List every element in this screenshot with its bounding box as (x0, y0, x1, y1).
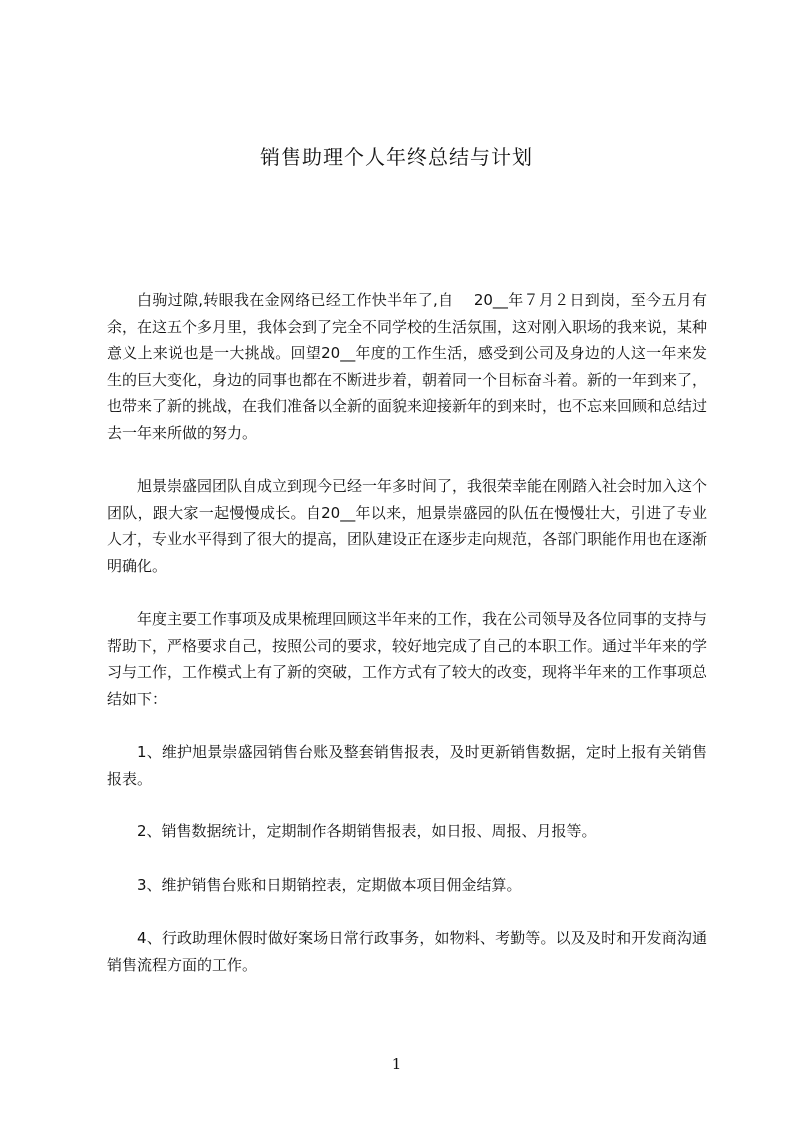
list-item-4: 4、行政助理休假时做好案场日常行政事务，如物料、考勤等。以及及时和开发商沟通销售流程方面的工作。 (107, 929, 707, 974)
list-item-3: 3、维护销售台账和日期销控表，定期做本项目佣金结算。 (137, 876, 522, 894)
paragraph-team: 旭景崇盛园团队自成立到现今已经一年多时间了，我很荣幸能在刚踏入社会时加入这个团队，跟大家一起慢慢成长。自20__年以来，旭景崇盛园的队伍在慢慢壮大，引进了专业人才，专业水平得到了很大的提高，团队建设正在逐步走向规范，各部门职能作用也在逐渐明确化。 (107, 477, 708, 575)
paragraph-intro: 白驹过隙,转眼我在金网络已经工作快半年了,自 20__年７月２日到岗，至今五月有余，在这五个多月里，我体会到了完全不同学校的生活氛围，这对刚入职场的我来说，某种意义上来说也是一大挑战。回望20__年度的工作生活，感受到公司及身边的人这一年来发生的巨大变化，身边的同事也都在不断进步着，朝着同一个目标奋斗着。新的一年到来了，也带来了新的挑战，在我们准备以全新的面貌来迎接新年的到来时，也不忘来回顾和总结过去一年来所做的努力。 (107, 291, 708, 442)
page-number: 1 (391, 1055, 402, 1073)
list-item-2: 2、销售数据统计，定期制作各期销售报表，如日报、周报、月报等。 (137, 822, 597, 840)
list-item-1: 1、维护旭景崇盛园销售台账及整套销售报表，及时更新销售数据，定时上报有关销售报表。 (107, 743, 707, 788)
document-title: 销售助理个人年终总结与计划 (260, 145, 533, 169)
paragraph-review: 年度主要工作事项及成果梳理回顾这半年来的工作，我在公司领导及各位同事的支持与帮助下，严格要求自己，按照公司的要求，较好地完成了自己的本职工作。通过半年来的学习与工作，工作模式上有了新的突破，工作方式有了较大的改变，现将半年来的工作事项总结如下： (107, 610, 708, 708)
